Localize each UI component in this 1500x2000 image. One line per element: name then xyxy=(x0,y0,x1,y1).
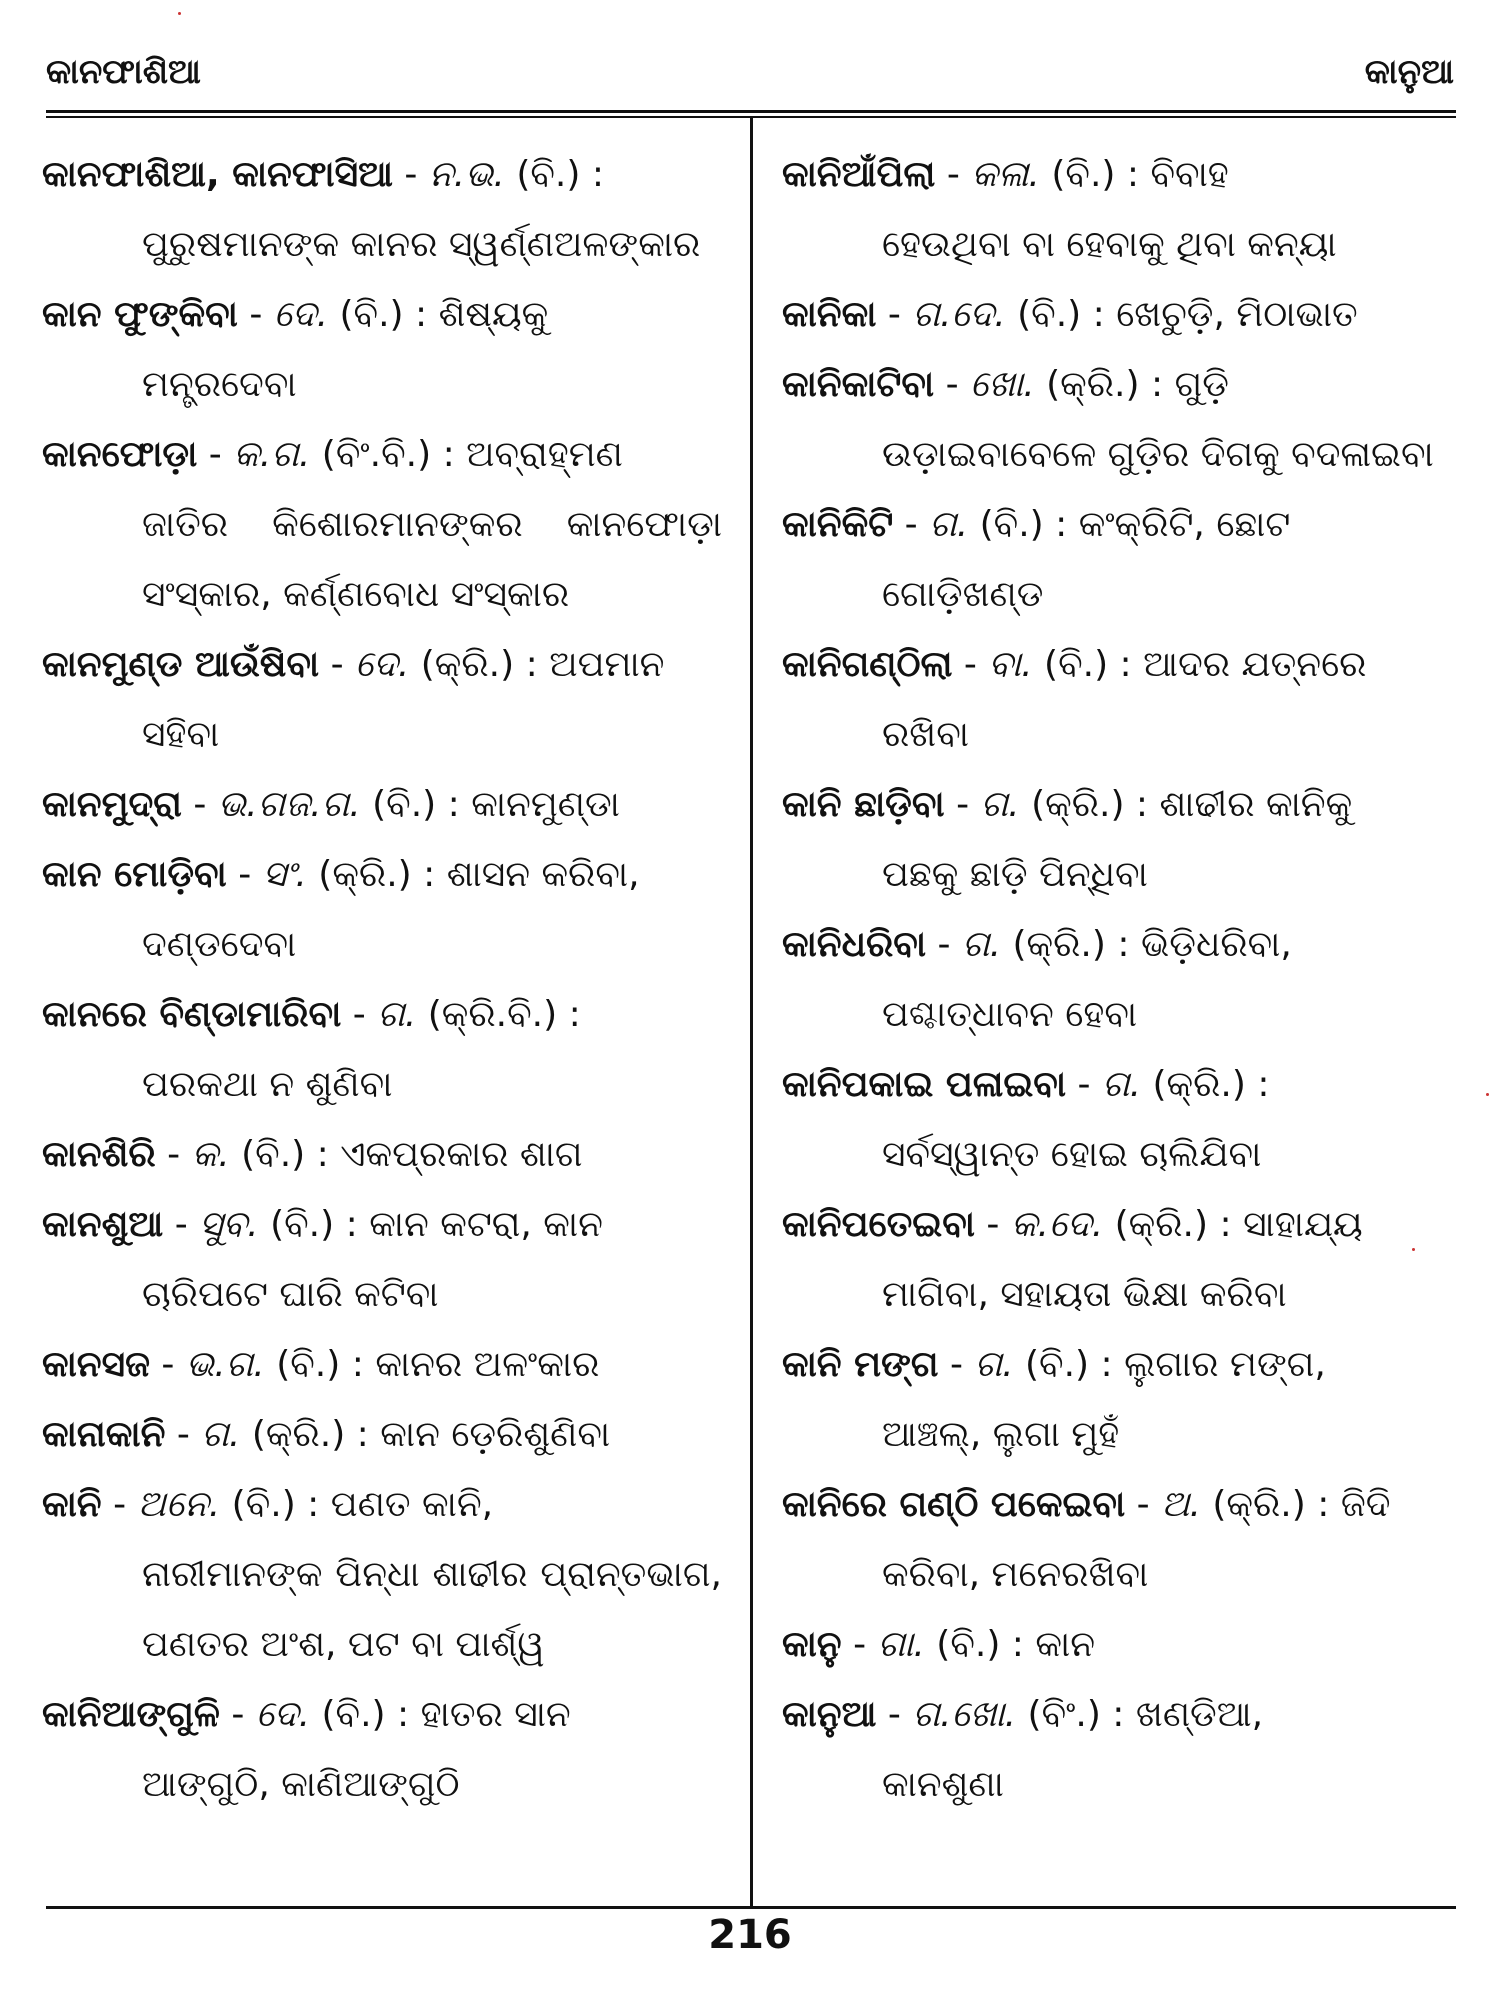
definition-continued: ମାଗିବା, ସହାୟତା ଭିକ୍ଷା କରିବା xyxy=(882,1274,1287,1315)
dictionary-entry xyxy=(782,140,1462,280)
separator: - xyxy=(238,854,263,895)
dictionary-entry xyxy=(42,420,722,630)
definition-continued: ପଶ୍ଚାତ୍‌ଧାବନ ହେବା xyxy=(882,994,1138,1035)
grammar-label: (ବି.) : xyxy=(979,504,1068,545)
definition-first: ସାହାଯ୍ୟ xyxy=(1243,1204,1363,1245)
dictionary-entry xyxy=(42,1400,722,1470)
definition-continued: ପରକଥା ନ ଶୁଣିବା xyxy=(142,1064,393,1105)
headword: କାନୁ xyxy=(782,1624,842,1665)
grammar-label: (କ୍ରି.) : xyxy=(1152,1064,1270,1105)
definition-first: କାନମୁଣ୍ଡା xyxy=(471,784,620,825)
speck xyxy=(1412,1248,1415,1251)
headword: କାନି xyxy=(42,1484,102,1525)
right-column xyxy=(782,140,1462,1820)
grammar-label: (ବି.) : xyxy=(270,1204,358,1245)
definition-first: କାନ ଡ଼େରିଶୁଣିବା xyxy=(380,1414,611,1455)
headword: କାନଶୁଆ xyxy=(42,1204,164,1245)
separator: - xyxy=(904,504,930,545)
source-abbrev: ଭ.ଗଜ.ଗ. xyxy=(217,784,361,825)
separator: - xyxy=(208,434,234,475)
headword: କାନିଗଣ୍ଠିଲା xyxy=(782,644,953,685)
headword: କାନଫାଶିଆ, କାନଫାସିଆ xyxy=(42,154,393,195)
grammar-label: (କ୍ରି.) : xyxy=(1031,784,1149,825)
source-abbrev: ଗ. xyxy=(961,924,1002,965)
definition-continued: ଚାରିପଟେ ଘାରି କଟିବା xyxy=(142,1274,439,1315)
definition-first: ଆଦର ଯତ୍ନରେ xyxy=(1143,644,1367,685)
source-abbrev: କ.ଦେ. xyxy=(1010,1204,1104,1245)
headword: କାନିପତେଇବା xyxy=(782,1204,975,1245)
definition-continued: ଉଡ଼ାଇବାବେଳେ ଗୁଡ଼ିର ଦିଗକୁ ବଦଳାଇବା xyxy=(882,434,1434,475)
headword: କାନମୁଣ୍ଡ ଆଉଁଷିବା xyxy=(42,644,320,685)
source-abbrev: ଗ. xyxy=(1101,1064,1142,1105)
definition-first: ଶିଷ୍ୟକୁ xyxy=(438,294,549,335)
source-abbrev: ଗ. xyxy=(929,504,969,545)
headword: କାନସଜ xyxy=(42,1344,150,1385)
headword: କାନ ଫୁଙ୍କିବା xyxy=(42,294,238,335)
dictionary-entry xyxy=(782,490,1462,630)
dictionary-entry xyxy=(42,140,722,280)
running-head-left: କାନଫାଶିଆ xyxy=(46,52,201,92)
headword: କାନି ମଙ୍ଗ xyxy=(782,1344,939,1385)
definition-first: କଂକ୍ରିଟି, ଛୋଟ xyxy=(1078,504,1291,545)
grammar-label: (ବି.) : xyxy=(276,1344,364,1385)
source-abbrev: ଗ. xyxy=(377,994,417,1035)
column-divider xyxy=(750,116,753,1906)
definition-first: ଲୁଗାର ମଙ୍ଗ, xyxy=(1124,1344,1326,1385)
grammar-label: (ବି.) : xyxy=(339,294,428,335)
source-abbrev: ଗ.ଦେ. xyxy=(912,294,1006,335)
definition-continued: ସହିବା xyxy=(142,714,220,755)
headword: କାନମୁଦ୍ରା xyxy=(42,784,182,825)
grammar-label: (କ୍ରି.) : xyxy=(318,854,436,895)
speck xyxy=(1486,1093,1489,1096)
grammar-label: (ବି.) : xyxy=(1017,294,1105,335)
running-head-right: କାନୁଆ xyxy=(1364,52,1454,92)
grammar-label: (କ୍ରି.) : xyxy=(420,644,538,685)
definition-first: ଅପମାନ xyxy=(549,644,665,685)
definition-continued: କରିବା, ମନେରଖିବା xyxy=(882,1554,1149,1595)
grammar-label: (କ୍ରି.) : xyxy=(1012,924,1130,965)
separator: - xyxy=(193,784,218,825)
dictionary-entry xyxy=(782,1680,1462,1820)
dictionary-entry xyxy=(42,630,722,770)
separator: - xyxy=(946,154,972,195)
grammar-label: (ବି.) : xyxy=(241,1134,329,1175)
definition-first: ପଣତ କାନି, xyxy=(330,1484,494,1525)
source-abbrev: ଦେ. xyxy=(255,1694,311,1735)
source-abbrev: ସୁବ. xyxy=(199,1204,259,1245)
page-number: 216 xyxy=(708,1912,792,1958)
definition-continued: ପୁରୁଷମାନଙ୍କ କାନର ସ୍ୱର୍ଣ୍ଣଅଳଙ୍କାର xyxy=(142,224,701,265)
grammar-label: (କ୍ରି.) : xyxy=(1212,1484,1330,1525)
separator: - xyxy=(937,924,962,965)
separator: - xyxy=(113,1484,138,1525)
grammar-label: (ବି.) : xyxy=(1051,154,1140,195)
definition-continued: ସର୍ବସ୍ୱାନ୍ତ ହୋଇ ଚାଲିଯିବା xyxy=(882,1134,1262,1175)
separator: - xyxy=(853,1624,878,1665)
dictionary-entry xyxy=(42,1330,722,1400)
dictionary-entry xyxy=(42,280,722,420)
dictionary-entry xyxy=(782,770,1462,910)
headword: କାନାକାନି xyxy=(42,1414,166,1455)
headword: କାନ ମୋଡ଼ିବା xyxy=(42,854,227,895)
grammar-label: (କ୍ରି.) : xyxy=(1114,1204,1232,1245)
separator: - xyxy=(176,1414,202,1455)
grammar-label: (ବି.) : xyxy=(372,784,460,825)
separator: - xyxy=(1077,1064,1102,1105)
definition-continued: ଗୋଡ଼ିଖଣ୍ଡ xyxy=(882,574,1044,615)
dictionary-entry xyxy=(782,350,1462,490)
headword: କାନଫୋଡ଼ା xyxy=(42,434,198,475)
grammar-label: (କ୍ରି.) : xyxy=(1046,364,1164,405)
source-abbrev: କ. xyxy=(191,1134,230,1175)
grammar-label: (ବି.) : xyxy=(321,1694,410,1735)
separator: - xyxy=(956,784,981,825)
definition-continued: ନାରୀମାନଙ୍କ ପିନ୍ଧା ଶାଢୀର ପ୍ରାନ୍ତଭାଗ, ପଣତର ଅଂଶ, ପଟ ବା ପାର୍ଶ୍ୱ xyxy=(142,1554,722,1665)
separator: - xyxy=(174,1204,200,1245)
separator: - xyxy=(404,154,429,195)
separator: - xyxy=(352,994,378,1035)
definition-first: ଏକପ୍ରକାର ଶାଗ xyxy=(340,1134,583,1175)
headword: କାନିକିଟି xyxy=(782,504,894,545)
dictionary-entry xyxy=(782,280,1462,350)
source-abbrev: ଦେ. xyxy=(355,644,410,685)
source-abbrev: କଳା. xyxy=(971,154,1040,195)
separator: - xyxy=(963,644,989,685)
dictionary-entry xyxy=(782,910,1462,1050)
grammar-label: (କ୍ରି.ବି.) : xyxy=(427,994,581,1035)
definition-first: ଶାଢୀର କାନିକୁ xyxy=(1159,784,1353,825)
source-abbrev: ଗା. xyxy=(877,1624,925,1665)
source-abbrev: ଗ. xyxy=(974,1344,1014,1385)
grammar-label: (କ୍ରି.) : xyxy=(251,1414,369,1455)
definition-first: ହାତର ସାନ xyxy=(420,1694,571,1735)
definition-continued: କାନଶୁଣା xyxy=(882,1764,1004,1805)
headword: କାନିଆଁପିଲା xyxy=(782,154,936,195)
source-abbrev: ଦେ. xyxy=(273,294,329,335)
definition-continued: ହେଉଥିବା ବା ହେବାକୁ ଥିବା କନ୍ୟା xyxy=(882,224,1337,265)
left-column xyxy=(42,140,722,1820)
headword: କାନିକା xyxy=(782,294,877,335)
separator: - xyxy=(231,1694,256,1735)
grammar-label: (ବି.) : xyxy=(1024,1344,1113,1385)
source-abbrev: ଭ.ଗ. xyxy=(185,1344,265,1385)
grammar-label: (ବିଂ.) : xyxy=(1027,1694,1125,1735)
separator: - xyxy=(887,1694,913,1735)
separator: - xyxy=(1136,1484,1162,1525)
source-abbrev: ଗ. xyxy=(201,1414,241,1455)
definition-continued: ଦଣ୍ଡଦେବା xyxy=(142,924,297,965)
dictionary-entry xyxy=(782,1050,1462,1190)
definition-first: ଭିଡ଼ିଧରିବା, xyxy=(1140,924,1292,965)
definition-first: ଖଣ୍ଡିଆ, xyxy=(1135,1694,1264,1735)
headword: କାନିକାଟିବା xyxy=(782,364,935,405)
source-abbrev: ବା. xyxy=(988,644,1033,685)
definition-first: କାନର ଅଳଂକାର xyxy=(375,1344,600,1385)
definition-continued: ଆଙ୍ଗୁଠି, କାଣିଆଙ୍ଗୁଠି xyxy=(142,1764,460,1805)
headword: କାନିଆଙ୍ଗୁଳି xyxy=(42,1694,220,1735)
dictionary-entry xyxy=(782,1610,1462,1680)
grammar-label: (ବି.) : xyxy=(231,1484,320,1525)
dictionary-entry xyxy=(782,630,1462,770)
separator: - xyxy=(950,1344,975,1385)
definition-first: ବିବାହ xyxy=(1150,154,1229,195)
definition-continued: ରଖିବା xyxy=(882,714,969,755)
dictionary-entry xyxy=(42,1470,722,1680)
source-abbrev: କ.ଗ. xyxy=(233,434,311,475)
headword: କାନରେ ବିଣ୍ଡାମାରିବା xyxy=(42,994,342,1035)
definition-continued: ଆଞ୍ଚଲ୍, ଲୁଗା ମୁହଁ xyxy=(882,1414,1120,1455)
definition-continued: ପଛକୁ ଛାଡ଼ି ପିନ୍ଧିବା xyxy=(882,854,1148,895)
definition-first: ଅବ୍ରାହ୍ମଣ xyxy=(466,434,623,475)
definition-continued: ମନ୍ତ୍ରଦେବା xyxy=(142,364,297,405)
definition-first: ଶାସନ କରିବା, xyxy=(446,854,640,895)
headword: କାନୁଆ xyxy=(782,1694,877,1735)
grammar-label: (ବି.) : xyxy=(1044,644,1132,685)
dictionary-entry xyxy=(42,840,722,980)
source-abbrev: ନ.ଭ. xyxy=(428,154,505,195)
definition-first: ଜିଦି xyxy=(1340,1484,1391,1525)
separator: - xyxy=(167,1134,192,1175)
headword: କାନଶିରି xyxy=(42,1134,156,1175)
source-abbrev: ଅ. xyxy=(1161,1484,1201,1525)
dictionary-entry xyxy=(42,1190,722,1330)
source-abbrev: ଗ.ଖୋ. xyxy=(912,1694,1017,1735)
dictionary-entry xyxy=(782,1470,1462,1610)
headword: କାନି ଛାଡ଼ିବା xyxy=(782,784,945,825)
definition-first: ଖେଚୁଡ଼ି, ମିଠାଭାତ xyxy=(1116,294,1358,335)
source-abbrev: ଖୋ. xyxy=(970,364,1035,405)
bottom-rule xyxy=(46,1906,1456,1909)
dictionary-entry xyxy=(782,1330,1462,1470)
source-abbrev: ସଂ. xyxy=(262,854,307,895)
definition-first: କାନ xyxy=(1035,1624,1096,1665)
grammar-label: (ବି.) : xyxy=(936,1624,1024,1665)
separator: - xyxy=(161,1344,186,1385)
separator: - xyxy=(249,294,274,335)
dictionary-entry xyxy=(42,1120,722,1190)
separator: - xyxy=(330,644,356,685)
headword: କାନିରେ ଗଣ୍ଠି ପକେଇବା xyxy=(782,1484,1126,1525)
separator: - xyxy=(945,364,971,405)
source-abbrev: ଗ. xyxy=(980,784,1020,825)
speck xyxy=(178,12,181,15)
dictionary-entry xyxy=(42,770,722,840)
dictionary-entry xyxy=(782,1190,1462,1330)
source-abbrev: ଅନେ. xyxy=(137,1484,221,1525)
separator: - xyxy=(887,294,913,335)
separator: - xyxy=(986,1204,1011,1245)
definition-first: କାନ କଟରା, କାନ xyxy=(369,1204,603,1245)
definition-continued: ଜାତିର କିଶୋରମାନଙ୍କର କାନଫୋଡ଼ା ସଂସ୍କାର, କର୍ଣ୍ଣବୋଧ ସଂସ୍କାର xyxy=(142,504,722,615)
headword: କାନିଧରିବା xyxy=(782,924,927,965)
grammar-label: (ବି.) : xyxy=(516,154,604,195)
definition-first: ଗୁଡ଼ି xyxy=(1174,364,1229,405)
dictionary-entry xyxy=(42,980,722,1120)
grammar-label: (ବିଂ.ବି.) : xyxy=(321,434,455,475)
dictionary-entry xyxy=(42,1680,722,1820)
headword: କାନିପକାଇ ପଳାଇବା xyxy=(782,1064,1067,1105)
